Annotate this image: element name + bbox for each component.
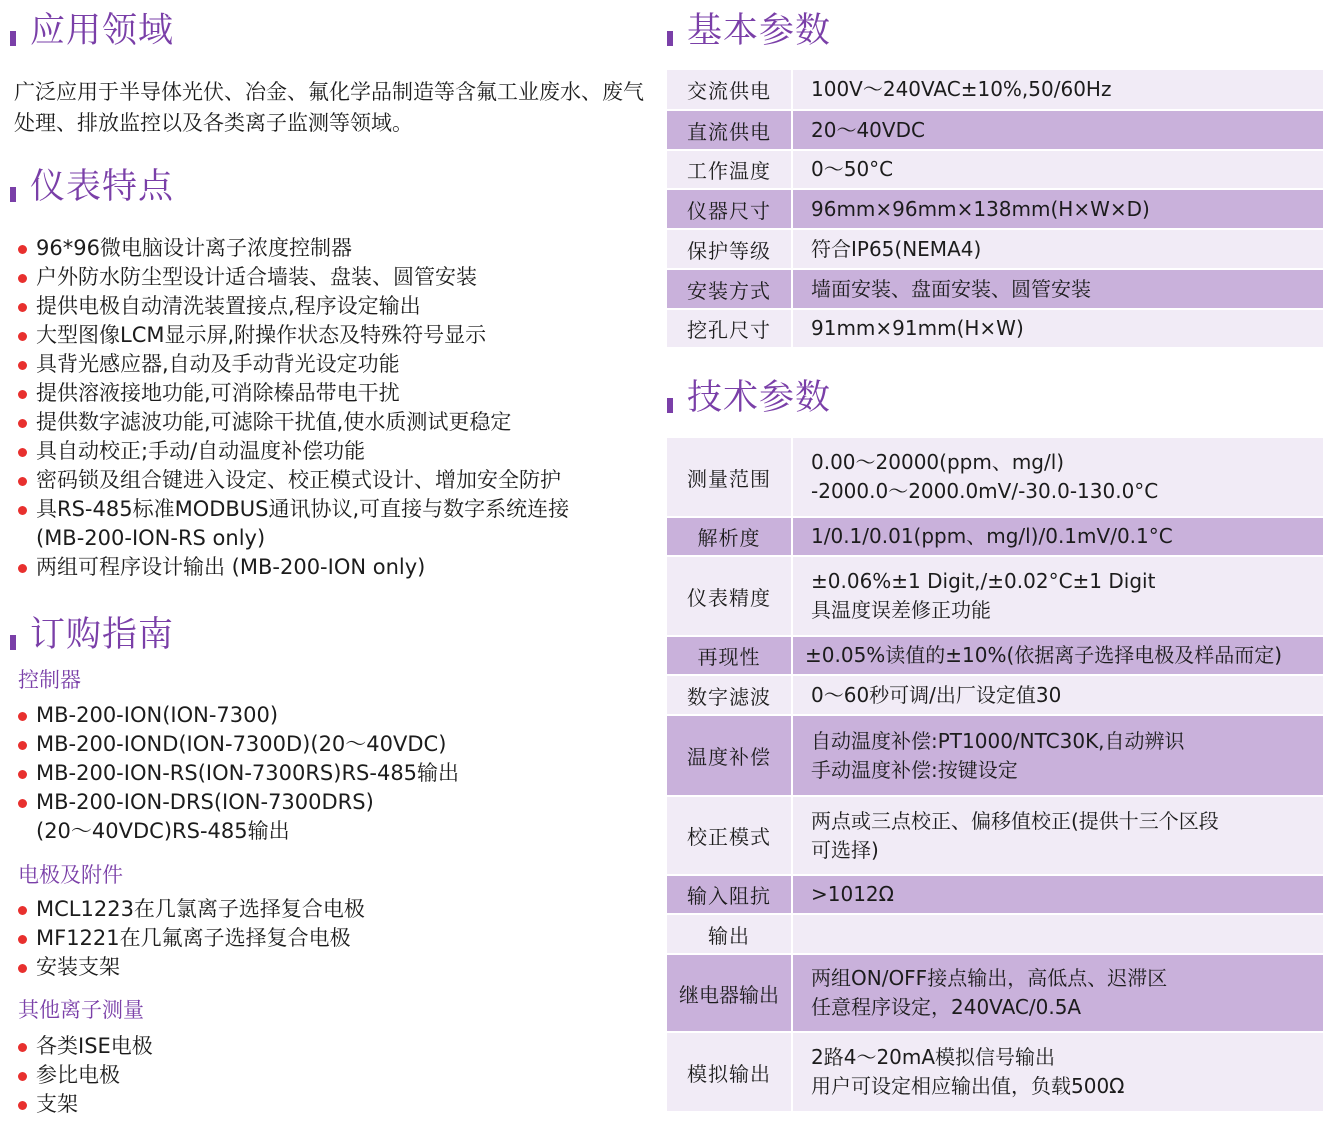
list-item: 户外防水防尘型设计适合墙装、盘装、圆管安装	[18, 263, 569, 292]
bullet-icon	[18, 741, 27, 750]
table-row: 数字滤波 0～60秒可调/出厂设定值30	[667, 675, 1323, 715]
bullet-icon	[18, 964, 27, 973]
bullet-icon	[18, 770, 27, 779]
list-item: 支架	[18, 1090, 153, 1119]
controller-subheading: 控制器	[18, 668, 81, 692]
list-item: 提供电极自动清洗装置接点,程序设定输出	[18, 292, 569, 321]
list-item: 具RS-485标准MODBUS通讯协议,可直接与数字系统连接 (MB-200-ION-RS only)	[18, 495, 569, 553]
table-row: 挖孔尺寸 91mm×91mm(H×W)	[667, 309, 1323, 348]
table-row: 校正模式 两点或三点校正、偏移值校正(提供十三个区段 可选择)	[667, 796, 1323, 875]
bullet-icon	[18, 506, 27, 515]
application-text: 广泛应用于半导体光伏、冶金、氟化学品制造等含氟工业废水、废气处理、排放监控以及各类离子监测等领域。	[14, 80, 644, 135]
list-item: 96*96微电脑设计离子浓度控制器	[18, 234, 569, 263]
bullet-icon	[18, 274, 27, 283]
technical-params-table	[667, 438, 1323, 1113]
list-item: 各类ISE电极	[18, 1032, 153, 1061]
list-item: MCL1223在几氯离子选择复合电极	[18, 895, 365, 924]
bullet-icon	[18, 332, 27, 341]
list-item: 具背光感应器,自动及手动背光设定功能	[18, 350, 569, 379]
heading-bar-icon	[667, 31, 673, 46]
list-item: MB-200-ION-DRS(ION-7300DRS) (20～40VDC)RS-485输出	[18, 788, 459, 846]
bullet-icon	[18, 448, 27, 457]
list-item: MB-200-IOND(ION-7300D)(20～40VDC)	[18, 730, 459, 759]
table-row: 交流供电 100V～240VAC±10%,50/60Hz	[667, 70, 1323, 110]
heading-bar-icon	[667, 398, 673, 413]
table-row: 再现性 ±0.05%读值的±10%(依据离子选择电极及样品而定)	[667, 636, 1323, 675]
bullet-icon	[18, 1101, 27, 1110]
bullet-icon	[18, 477, 27, 486]
other-ions-list	[18, 1032, 153, 1119]
list-item: 两组可程序设计输出 (MB-200-ION only)	[18, 553, 569, 582]
table-row: 温度补偿 自动温度补偿:PT1000/NTC30K,自动辨识 手动温度补偿:按键设定	[667, 715, 1323, 796]
table-row: 仪器尺寸 96mm×96mm×138mm(H×W×D)	[667, 189, 1323, 229]
list-item: MB-200-ION-RS(ION-7300RS)RS-485输出	[18, 759, 459, 788]
controller-list	[18, 701, 459, 846]
bullet-icon	[18, 906, 27, 915]
bullet-icon	[18, 419, 27, 428]
ordering-heading: 订购指南	[10, 618, 174, 653]
list-item: 大型图像LCM显示屏,附操作状态及特殊符号显示	[18, 321, 569, 350]
bullet-icon	[18, 390, 27, 399]
bullet-icon	[18, 564, 27, 573]
heading-bar-icon	[10, 635, 16, 650]
bullet-icon	[18, 303, 27, 312]
features-list	[18, 234, 569, 582]
table-row: 直流供电 20～40VDC	[667, 110, 1323, 150]
table-row: 继电器输出 两组ON/OFF接点输出，高低点、迟滞区 任意程序设定，240VAC/0.5A	[667, 954, 1323, 1032]
table-row: 输出	[667, 914, 1323, 954]
table-row: 仪表精度 ±0.06%±1 Digit,/±0.02°C±1 Digit 具温度误差修正功能	[667, 556, 1323, 636]
table-row: 输入阻抗 >1012Ω	[667, 875, 1323, 914]
bullet-icon	[18, 799, 27, 808]
table-row: 工作温度 0～50°C	[667, 150, 1323, 189]
application-heading: 应用领域	[10, 14, 174, 49]
list-item: 安装支架	[18, 953, 365, 982]
heading-bar-icon	[10, 31, 16, 46]
list-item: MB-200-ION(ION-7300)	[18, 701, 459, 730]
heading-bar-icon	[10, 187, 16, 202]
list-item: 提供数字滤波功能,可滤除干扰值,使水质测试更稳定	[18, 408, 569, 437]
basic-params-table	[667, 70, 1323, 349]
other-ions-subheading: 其他离子测量	[18, 998, 144, 1022]
basic-params-heading: 基本参数	[667, 14, 831, 49]
list-item: 密码锁及组合键进入设定、校正模式设计、增加安全防护	[18, 466, 569, 495]
bullet-icon	[18, 1072, 27, 1081]
features-heading: 仪表特点	[10, 170, 174, 205]
bullet-icon	[18, 245, 27, 254]
bullet-icon	[18, 1043, 27, 1052]
table-row: 测量范围 0.00～20000(ppm、mg/l) -2000.0～2000.0mV/-30.0-130.0°C	[667, 438, 1323, 517]
technical-params-heading: 技术参数	[667, 381, 831, 416]
table-row: 安装方式 墙面安装、盘面安装、圆管安装	[667, 269, 1323, 309]
bullet-icon	[18, 712, 27, 721]
table-row: 保护等级 符合IP65(NEMA4)	[667, 229, 1323, 269]
electrode-subheading: 电极及附件	[18, 863, 123, 887]
list-item: MF1221在几氟离子选择复合电极	[18, 924, 365, 953]
bullet-icon	[18, 935, 27, 944]
list-item: 具自动校正;手动/自动温度补偿功能	[18, 437, 569, 466]
electrode-list	[18, 895, 365, 982]
list-item: 参比电极	[18, 1061, 153, 1090]
bullet-icon	[18, 361, 27, 370]
table-row: 解析度 1/0.1/0.01(ppm、mg/l)/0.1mV/0.1°C	[667, 517, 1323, 556]
list-item: 提供溶液接地功能,可消除榛品带电干扰	[18, 379, 569, 408]
table-row: 模拟输出 2路4～20mA模拟信号输出 用户可设定相应输出值，负载500Ω	[667, 1032, 1323, 1112]
